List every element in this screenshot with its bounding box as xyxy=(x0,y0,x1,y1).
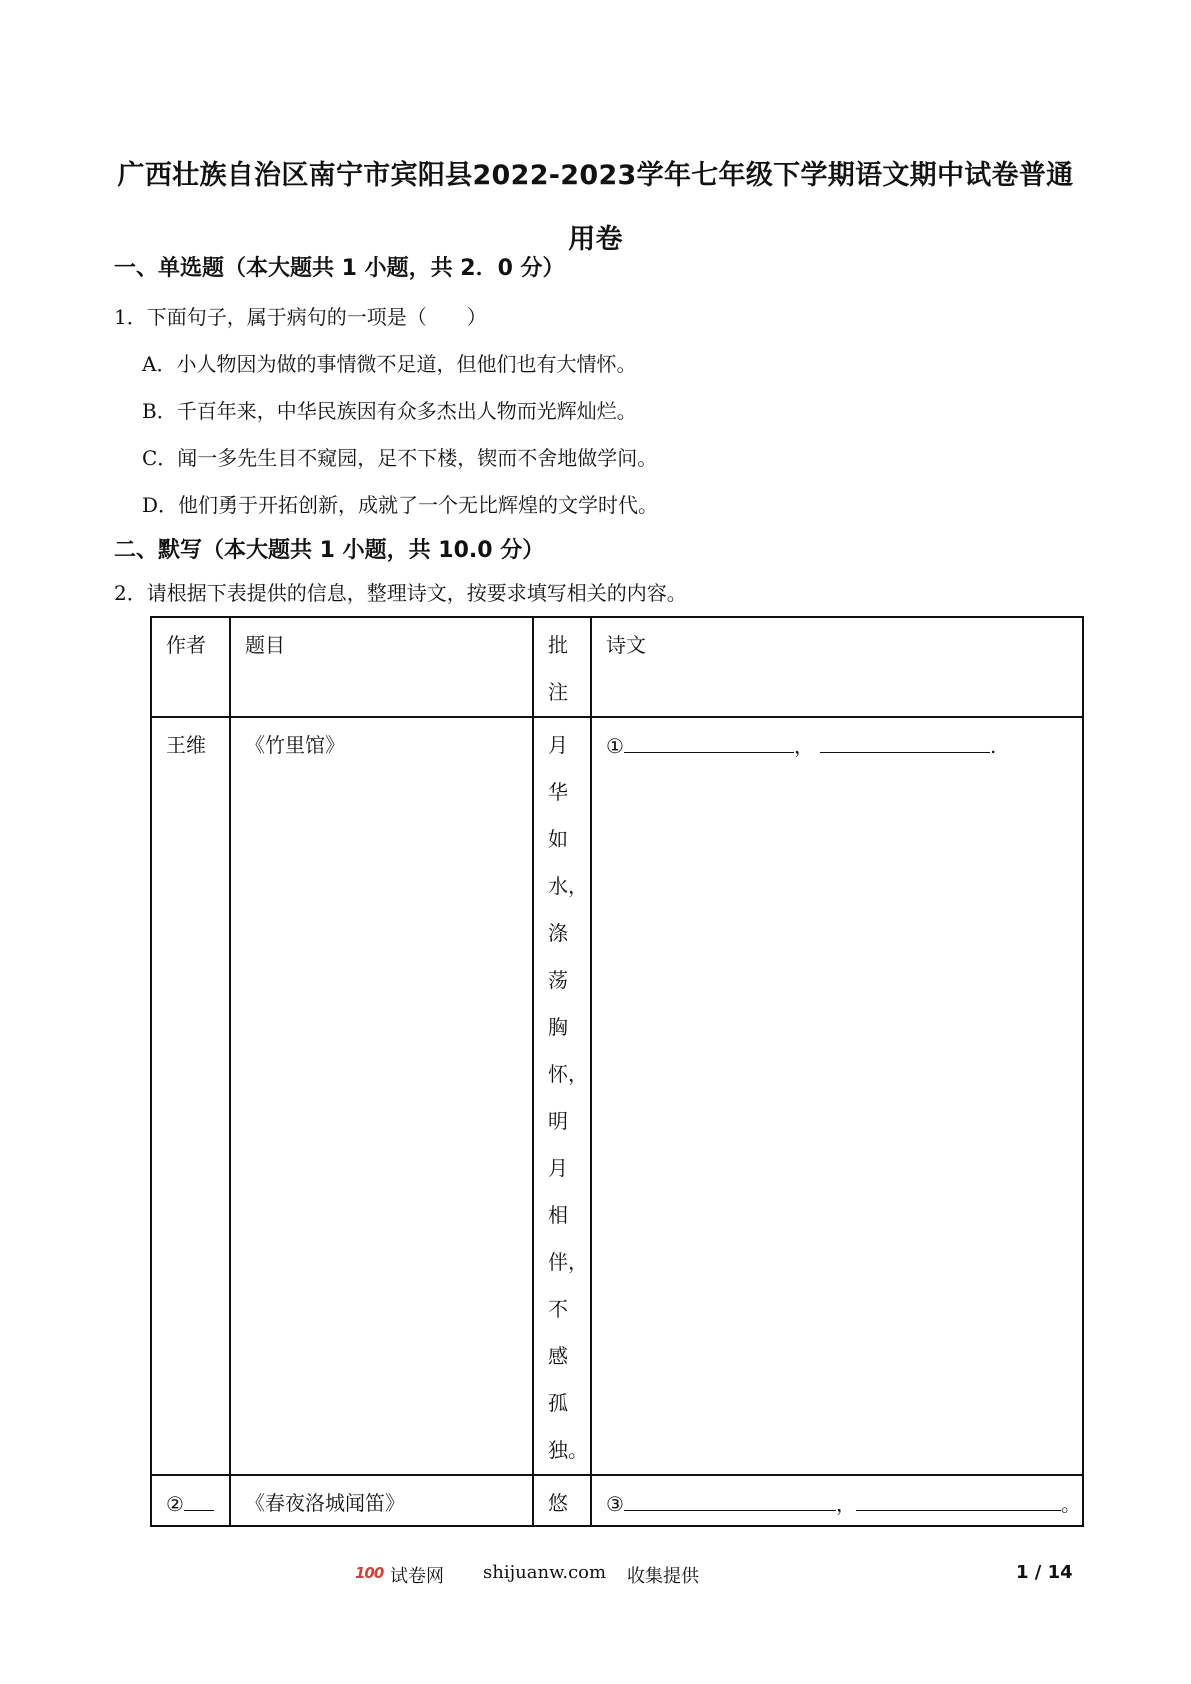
blank-3b[interactable] xyxy=(856,1488,1061,1511)
poem-table xyxy=(150,616,1084,1527)
question-1: 1．下面句子，属于病句的一项是（ ） xyxy=(114,305,487,329)
table-row xyxy=(151,717,1083,1475)
header-note xyxy=(533,617,591,717)
site-url[interactable]: shijuanw.com xyxy=(483,1562,607,1583)
section2-heading: 二、默写（本大题共 1 小题，共 10.0 分） xyxy=(114,538,545,563)
table-header-row xyxy=(151,617,1083,717)
blank-3a[interactable] xyxy=(624,1488,836,1511)
header-poem: 诗文 xyxy=(591,617,1083,717)
row1-poem xyxy=(591,717,1083,1475)
note-char: 孤 xyxy=(548,1391,568,1415)
header-author: 作者 xyxy=(151,617,230,717)
blank-2[interactable] xyxy=(184,1488,214,1511)
note-char: 注 xyxy=(548,680,568,704)
exam-title-line2: 用卷 xyxy=(568,224,623,255)
option-a: A．小人物因为做的事情微不足道，但他们也有大情怀。 xyxy=(142,352,637,376)
question-2: 2．请根据下表提供的信息，整理诗文，按要求填写相关的内容。 xyxy=(114,581,687,605)
note-char: 荡 xyxy=(548,968,568,992)
note-char: 感 xyxy=(548,1344,568,1368)
page-footer xyxy=(0,1562,1191,1592)
blank-3-end: 。 xyxy=(1060,1492,1081,1516)
note-char: 如 xyxy=(548,827,568,851)
note-char: 怀， xyxy=(548,1062,588,1086)
option-c: C．闻一多先生目不窥园，足不下楼，锲而不舍地做学问。 xyxy=(142,446,658,470)
row2-poem xyxy=(591,1475,1083,1526)
note-char: 独。 xyxy=(548,1438,588,1462)
header-title: 题目 xyxy=(230,617,533,717)
row1-author: 王维 xyxy=(151,717,230,1475)
section1-heading: 一、单选题（本大题共 1 小题，共 2．0 分） xyxy=(114,256,565,281)
page-number: 1 / 14 xyxy=(1016,1562,1073,1583)
note-char: 相 xyxy=(548,1203,568,1227)
site-logo-text: 试卷网 xyxy=(390,1566,444,1587)
option-b: B．千百年来，中华民族因有众多杰出人物而光辉灿烂。 xyxy=(142,399,637,423)
blank-3-mark: ③ xyxy=(606,1492,624,1516)
blank-3-comma: ， xyxy=(835,1492,856,1516)
note-char: 月 xyxy=(548,733,568,757)
note-char: 月 xyxy=(548,1156,568,1180)
row2-note: 悠 xyxy=(533,1475,591,1526)
blank-1a[interactable] xyxy=(624,730,794,753)
blank-2-mark: ② xyxy=(166,1492,184,1516)
note-char: 胸 xyxy=(548,1015,568,1039)
note-char: 伴， xyxy=(548,1250,588,1274)
table-row xyxy=(151,1475,1083,1526)
note-char: 水， xyxy=(548,874,588,898)
exam-title-line1: 广西壮族自治区南宁市宾阳县2022-2023学年七年级下学期语文期中试卷普通 xyxy=(117,160,1074,191)
blank-1-mark: ① xyxy=(606,734,624,758)
footer-provide-text: 收集提供 xyxy=(627,1566,699,1587)
blank-1b[interactable] xyxy=(820,730,990,753)
site-logo-mark: 100 xyxy=(355,1564,384,1582)
row2-author xyxy=(151,1475,230,1526)
note-char: 涤 xyxy=(548,921,568,945)
row2-title: 《春夜洛城闻笛》 xyxy=(230,1475,533,1526)
note-char: 不 xyxy=(548,1297,568,1321)
header-note-text xyxy=(548,622,570,716)
option-d: D．他们勇于开拓创新，成就了一个无比辉煌的文学时代。 xyxy=(142,493,659,517)
blank-1-comma: ， xyxy=(793,734,814,758)
note-char: 批 xyxy=(548,633,568,657)
row1-note-text xyxy=(548,722,588,1474)
note-char: 华 xyxy=(548,780,568,804)
row1-title: 《竹里馆》 xyxy=(230,717,533,1475)
row1-note xyxy=(533,717,591,1475)
note-char: 明 xyxy=(548,1109,568,1133)
blank-1-end: . xyxy=(989,734,997,758)
